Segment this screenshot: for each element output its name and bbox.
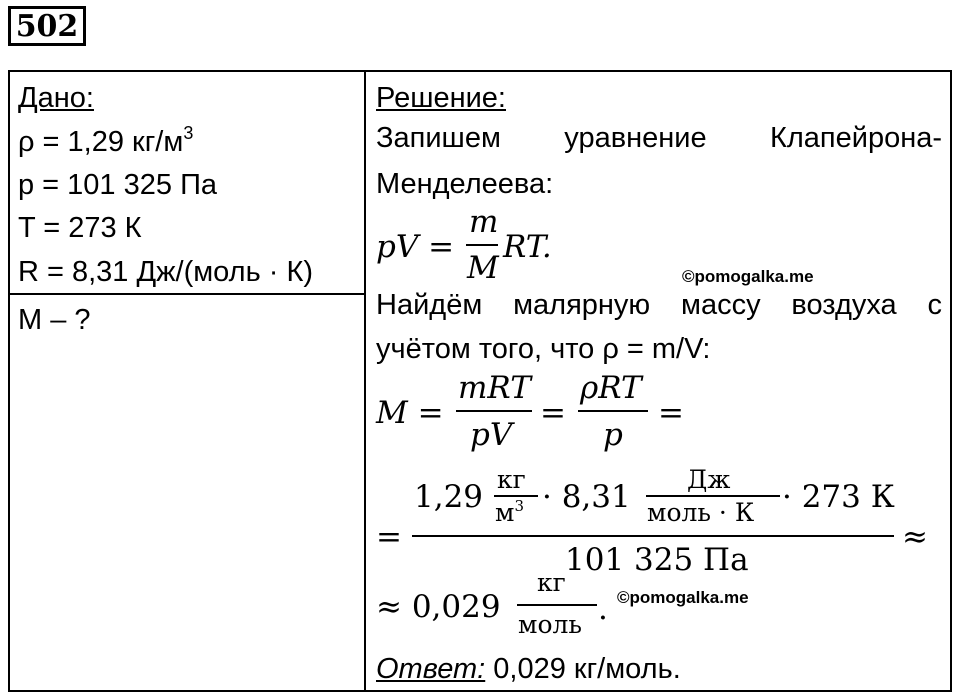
equation-1-denominator: M <box>467 250 499 286</box>
given-header: Дано: <box>18 82 94 114</box>
solution-line-4: учётом того, что ρ = m/V: <box>376 333 711 365</box>
equation-4-denominator: моль <box>518 610 582 639</box>
solution-line-2: Менделеева: <box>376 168 554 200</box>
equation-1-rhs: RT. <box>503 229 552 265</box>
equation-1-lhs: pV = <box>376 229 455 265</box>
equation-2-fraction-2-bar <box>578 410 648 412</box>
equation-3-R-unit-bar <box>646 495 780 497</box>
solution-line-3: Найдём малярную массу воздуха с <box>376 289 943 321</box>
equation-3-main-bar <box>412 535 894 537</box>
equation-3-dzh: Дж <box>687 465 731 494</box>
watermark: ©pomogalka.me <box>682 267 814 286</box>
given-pressure: p = 101 325 Па <box>18 169 218 201</box>
equation-3-value-T: · 273 К <box>782 479 895 515</box>
solution-header: Решение: <box>376 82 506 114</box>
equation-2-fraction-2-numerator: ρRT <box>580 370 642 406</box>
problem-number: 502 <box>8 6 86 46</box>
given-rho: ρ = 1,29 $кг/м^3$ <box>18 123 194 158</box>
equation-2-equals: = <box>540 395 566 431</box>
given-gas-constant: R = 8,31 Дж/(моль · К) <box>18 256 314 288</box>
solution-line-1: Запишем уравнение Клапейрона- <box>376 122 943 154</box>
equation-2-lhs: M = <box>376 395 444 431</box>
equation-3-approx: ≈ <box>902 519 928 555</box>
equation-3-value-R: · 8,31 <box>542 479 631 515</box>
equation-1-fraction-bar <box>466 244 498 246</box>
equation-3-mol-K: моль · К <box>647 498 755 527</box>
given-temperature: T = 273 К <box>18 212 142 244</box>
equation-3-kg: кг <box>497 465 526 494</box>
answer-value: 0,029 кг/моль. <box>485 653 681 685</box>
equation-4-bar <box>517 604 597 606</box>
equation-4-value: ≈ 0,029 <box>376 589 501 625</box>
equation-3-m3: $м^3$ <box>495 497 524 527</box>
column-divider <box>364 70 366 692</box>
equation-4-numerator: кг <box>537 568 566 597</box>
watermark: ©pomogalka.me <box>617 588 749 607</box>
equation-3-equals: = <box>376 519 402 555</box>
find-quantity: M – ? <box>18 304 91 336</box>
equation-3-denominator: 101 325 Па <box>565 542 749 578</box>
equation-2-fraction-1-bar <box>456 410 532 412</box>
equation-4-dot: . <box>598 591 608 627</box>
equation-2-tail: = <box>658 395 684 431</box>
answer-label: Ответ: <box>376 653 486 685</box>
equation-2-fraction-1-numerator: mRT <box>458 370 531 406</box>
given-divider <box>8 293 366 295</box>
equation-3-value-rho: 1,29 <box>414 479 484 515</box>
equation-2-fraction-1-denominator: pV <box>470 417 513 453</box>
answer <box>376 655 681 684</box>
equation-1-numerator: m <box>469 204 499 240</box>
equation-2-fraction-2-denominator: p <box>603 417 623 453</box>
